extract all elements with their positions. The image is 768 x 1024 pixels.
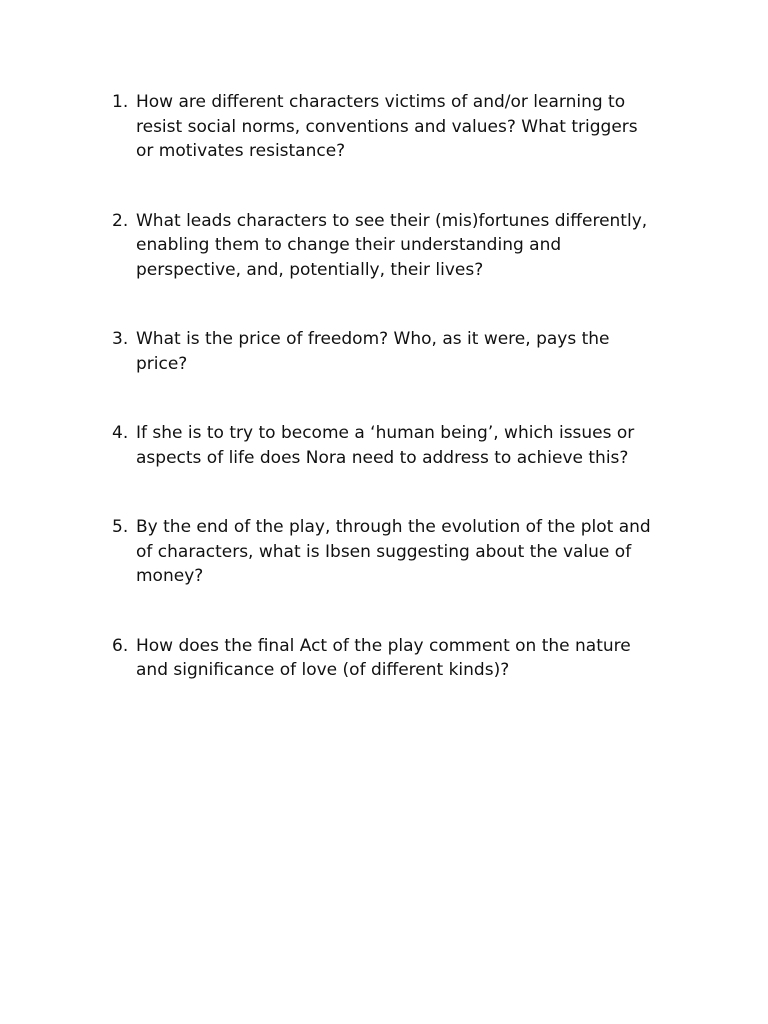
question-text: If she is to try to become a ‘human being’, which issues or aspects of life does Nora need to address to achieve this? <box>136 423 635 468</box>
question-text: How does the final Act of the play comment on the nature and significance of love (of different kinds)? <box>136 635 631 680</box>
question-list <box>112 90 712 683</box>
question-item-5 <box>112 515 712 589</box>
question-number: 3. <box>112 329 129 349</box>
question-item-4 <box>112 421 712 470</box>
question-number: 6. <box>112 635 129 656</box>
question-number: 5. <box>112 517 129 537</box>
question-item-2 <box>112 209 712 283</box>
question-item-6 <box>112 634 712 683</box>
question-item-3 <box>112 327 712 376</box>
question-text: How are different characters victims of and/or learning to resist social norms, conventions and values? What triggers or motivates resistance? <box>136 92 638 161</box>
question-number: 2. <box>112 210 129 231</box>
question-number: 4. <box>112 423 129 443</box>
question-item-1 <box>112 90 712 164</box>
question-text: By the end of the play, through the evolution of the plot and of characters, what is Ibsen suggesting about the value of money? <box>136 517 651 586</box>
question-number: 1. <box>112 92 129 112</box>
question-text: What leads characters to see their (mis)fortunes differently, enabling them to change their understanding and perspective, and, potentially, their lives? <box>136 210 648 280</box>
question-text: What is the price of freedom? Who, as it were, pays the price? <box>136 329 610 374</box>
